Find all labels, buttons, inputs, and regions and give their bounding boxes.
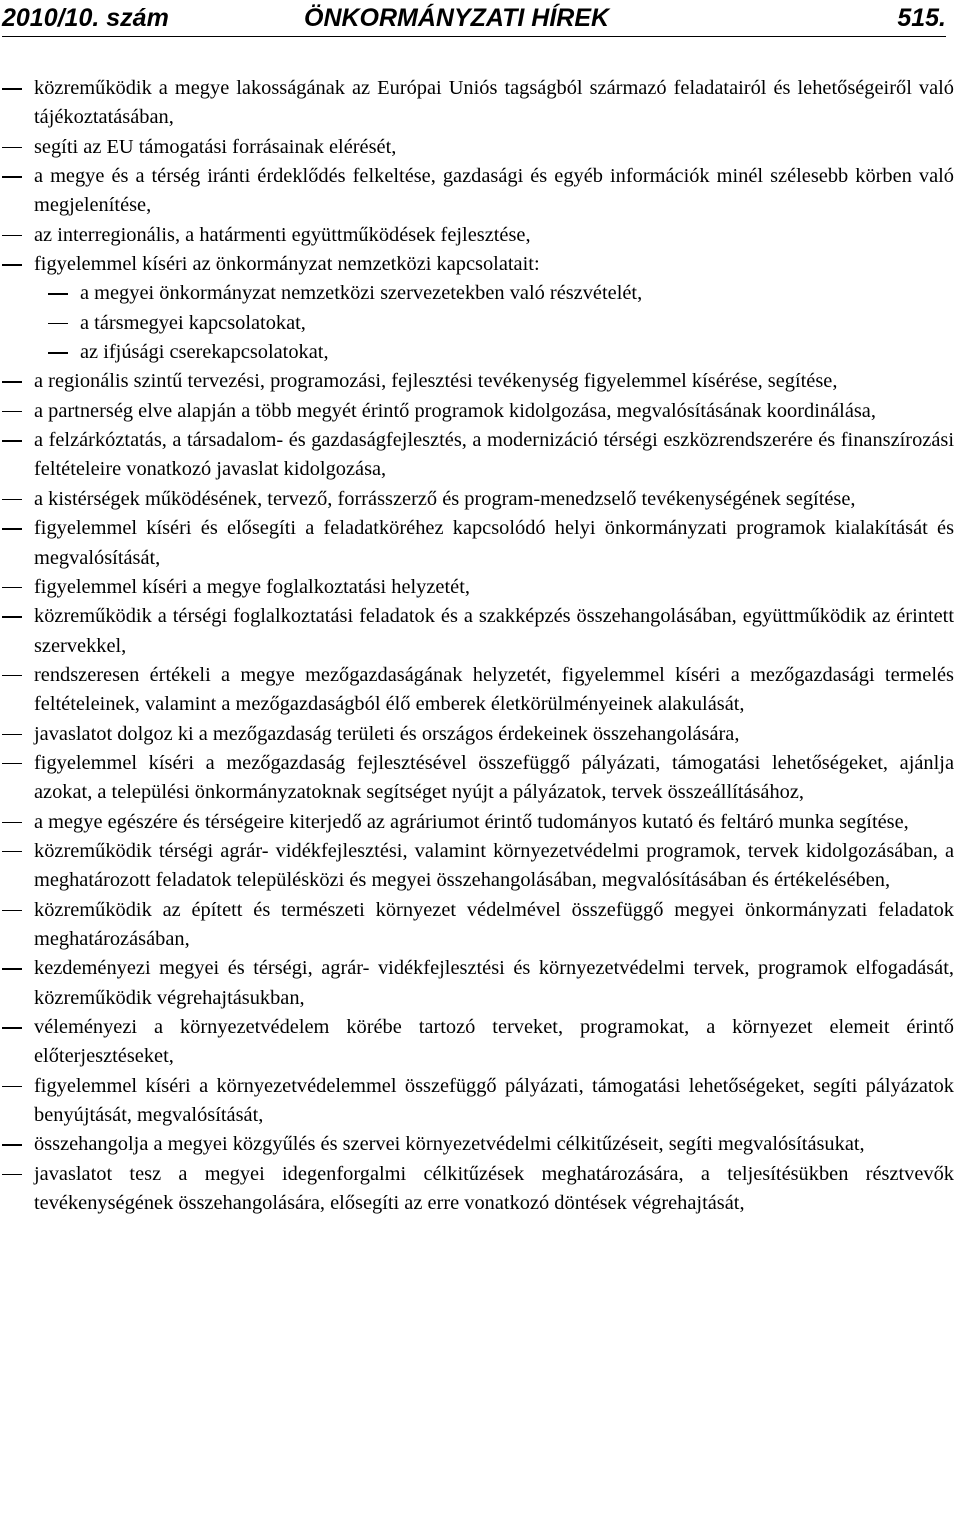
list-item: [0, 896, 960, 955]
list-item-text: javaslatot dolgoz ki a mezőgazdaság területi és országos érdekeinek összehangolására,: [34, 722, 740, 745]
list-item: [0, 954, 960, 1013]
list-item: [0, 661, 960, 720]
list-item-text: segíti az EU támogatási forrásainak elérését,: [34, 135, 397, 158]
duties-list: [0, 74, 960, 1218]
list-item-text: az interregionális, a határmenti együttműködések fejlesztése,: [34, 223, 531, 246]
list-item-text: összehangolja a megyei közgyűlés és szervei környezetvédelmi célkitűzéseit, segíti megvalósításukat,: [34, 1133, 865, 1156]
list-item: [0, 133, 960, 162]
list-item-text: a partnerség elve alapján a több megyét érintő programok kidolgozása, megvalósításának koordinálása,: [34, 399, 876, 422]
list-item-text: közreműködik térségi agrár- vidékfejlesztési, valamint környezetvédelmi programok, tervek kidolgozásában, a meghatározott feladatok településközi és megyei összehangolásában, megvalósításában és értékelésében,: [34, 839, 954, 892]
list-item-text: közreműködik a megye lakosságának az Európai Uniós tagságból származó feladatairól és lehetőségeiről való tájékoztatásában,: [34, 77, 954, 129]
list-item: [0, 1013, 960, 1072]
list-item: [0, 514, 960, 573]
list-item: [0, 749, 960, 808]
list-item-text: a megye egészére és térségeire kiterjedő az agráriumot érintő tudományos kutató és feltáró munka segítése,: [34, 810, 909, 833]
sub-list-item: [0, 279, 960, 308]
list-item-text: a megyei önkormányzat nemzetközi szervezetekben való részvételét,: [80, 282, 643, 305]
list-item: [0, 485, 960, 514]
list-item: [0, 837, 960, 896]
sub-list-item: [0, 309, 960, 338]
list-item-text: közreműködik a térségi foglalkoztatási feladatok és a szakképzés összehangolásában, együttműködik az érintett szervekkel,: [34, 605, 954, 657]
list-item: [0, 1072, 960, 1131]
sub-list-item: [0, 338, 960, 367]
list-item-text: a regionális szintű tervezési, programozási, fejlesztési tevékenység figyelemmel kísérése, segítése,: [34, 370, 838, 393]
list-item: [0, 602, 960, 661]
list-item-text: az ifjúsági cserekapcsolatokat,: [80, 341, 329, 364]
list-item: [0, 367, 960, 396]
list-item: [0, 573, 960, 602]
issue-number: 2010/10. szám: [2, 4, 169, 32]
list-item-text: a társmegyei kapcsolatokat,: [80, 311, 306, 334]
list-item-text: figyelemmel kíséri az önkormányzat nemzetközi kapcsolatait:: [34, 253, 540, 276]
list-item-text: javaslatot tesz a megyei idegenforgalmi célkitűzések meghatározására, a teljesítésükben résztvevők tevékenységének összehangolására, elősegíti az erre vonatkozó döntések végrehajtását,: [34, 1162, 954, 1215]
list-item: [0, 221, 960, 250]
list-item-text: közreműködik az épített és természeti környezet védelmével összefüggő megyei önkormányzati feladatok meghatározásában,: [34, 898, 954, 950]
list-item: [0, 1130, 960, 1159]
list-item-text: figyelemmel kíséri és elősegíti a feladatköréhez kapcsolódó helyi önkormányzati programok kialakítását és megvalósítását,: [34, 517, 954, 569]
list-item-text: a felzárkóztatás, a társadalom- és gazdaságfejlesztés, a modernizáció térségi eszközrendszerére és finanszírozási feltételeire vonatkozó javaslat kidolgozása,: [34, 429, 954, 481]
list-item: [0, 808, 960, 837]
list-item: [0, 162, 960, 221]
list-item-text: figyelemmel kíséri a mezőgazdaság fejlesztésével összefüggő pályázati, támogatási lehetőségeket, ajánlja azokat, a települési önkormányzatoknak segítséget nyújt a pályázatok, tervek összeállításához,: [34, 751, 954, 804]
list-item-text: a kistérségek működésének, tervező, forrásszerző és program-menedzselő tevékenységének segítése,: [34, 487, 856, 510]
list-item-text: véleményezi a környezetvédelem körébe tartozó terveket, programokat, a környezet elemeit érintő előterjesztéseket,: [34, 1016, 954, 1068]
list-item: [0, 250, 960, 279]
list-item-text: kezdeményezi megyei és térségi, agrár- vidékfejlesztési és környezetvédelmi tervek, programok elfogadását, közreműködik végrehajtásukban,: [34, 957, 954, 1009]
list-item-text: figyelemmel kíséri a megye foglalkoztatási helyzetét,: [34, 575, 470, 598]
list-item: [0, 720, 960, 749]
list-item-text: a megye és a térség iránti érdeklődés felkeltése, gazdasági és egyéb információk minél szélesebb körben való megjelenítése,: [34, 165, 954, 217]
list-item: [0, 74, 960, 133]
list-item-text: rendszeresen értékeli a megye mezőgazdaságának helyzetét, figyelemmel kíséri a mezőgazdasági termelés feltételeinek, valamint a mezőgazdaságból élő emberek életkörülményeinek alakulását,: [34, 663, 954, 716]
list-item: [0, 397, 960, 426]
list-item-text: figyelemmel kíséri a környezetvédelemmel összefüggő pályázati, támogatási lehetőségeket, segíti pályázatok benyújtását, megvalósítását,: [34, 1074, 954, 1127]
list-item: [0, 1160, 960, 1219]
list-item: [0, 426, 960, 485]
page-number: 515.: [897, 4, 946, 32]
page-header: [2, 0, 946, 37]
publication-title: ÖNKORMÁNYZATI HÍREK: [304, 4, 610, 32]
